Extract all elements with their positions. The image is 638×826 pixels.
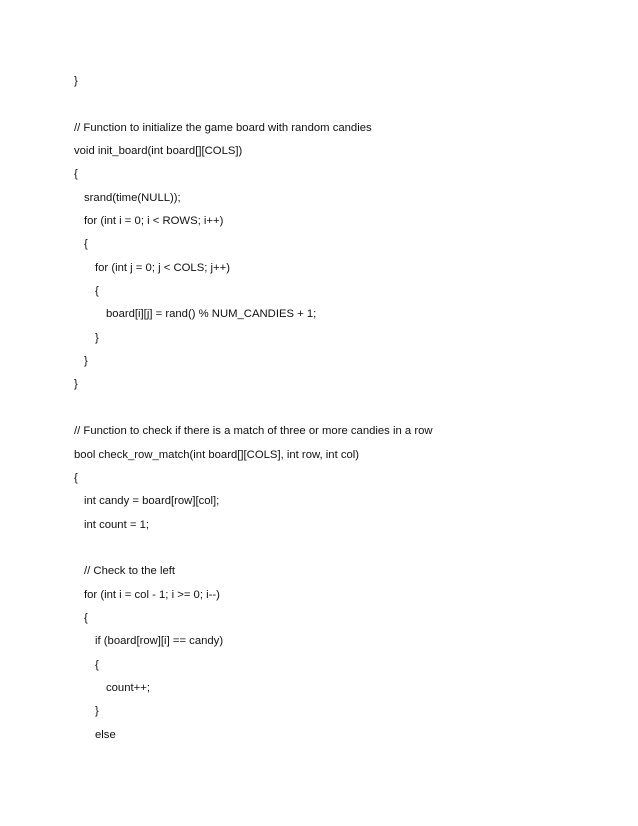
code-line: { xyxy=(84,238,88,251)
code-line: for (int j = 0; j < COLS; j++) xyxy=(95,261,230,274)
code-line: for (int i = 0; i < ROWS; i++) xyxy=(84,215,224,228)
code-line: { xyxy=(84,611,88,624)
function-signature: bool check_row_match(int board[][COLS], int row, int col) xyxy=(74,448,360,461)
code-line: int count = 1; xyxy=(84,518,150,531)
code-comment: // Check to the left xyxy=(84,565,176,578)
code-line: if (board[row][i] == candy) xyxy=(95,635,224,648)
code-line: } xyxy=(74,75,78,87)
code-line: else xyxy=(95,728,116,741)
code-line: { xyxy=(95,658,99,671)
code-line: int candy = board[row][col]; xyxy=(84,495,220,508)
code-line: } xyxy=(74,378,78,391)
code-comment: // Function to initialize the game board with random candies xyxy=(74,121,372,134)
code-line: } xyxy=(84,355,88,368)
code-comment: // Function to check if there is a match of three or more candies in a row xyxy=(74,425,433,438)
code-line: } xyxy=(95,331,99,344)
code-line: } xyxy=(95,705,99,718)
function-signature: void init_board(int board[][COLS]) xyxy=(74,145,243,158)
code-line: count++; xyxy=(106,681,150,694)
code-line: { xyxy=(74,471,78,484)
code-listing xyxy=(0,73,638,750)
code-line: srand(time(NULL)); xyxy=(84,191,181,204)
code-line: { xyxy=(74,168,78,181)
code-line: for (int i = col - 1; i >= 0; i--) xyxy=(84,588,220,601)
code-line: board[i][j] = rand() % NUM_CANDIES + 1; xyxy=(106,308,317,321)
blank-line xyxy=(0,540,638,563)
blank-line xyxy=(0,96,638,119)
blank-line xyxy=(0,400,638,423)
code-line: { xyxy=(95,285,99,298)
